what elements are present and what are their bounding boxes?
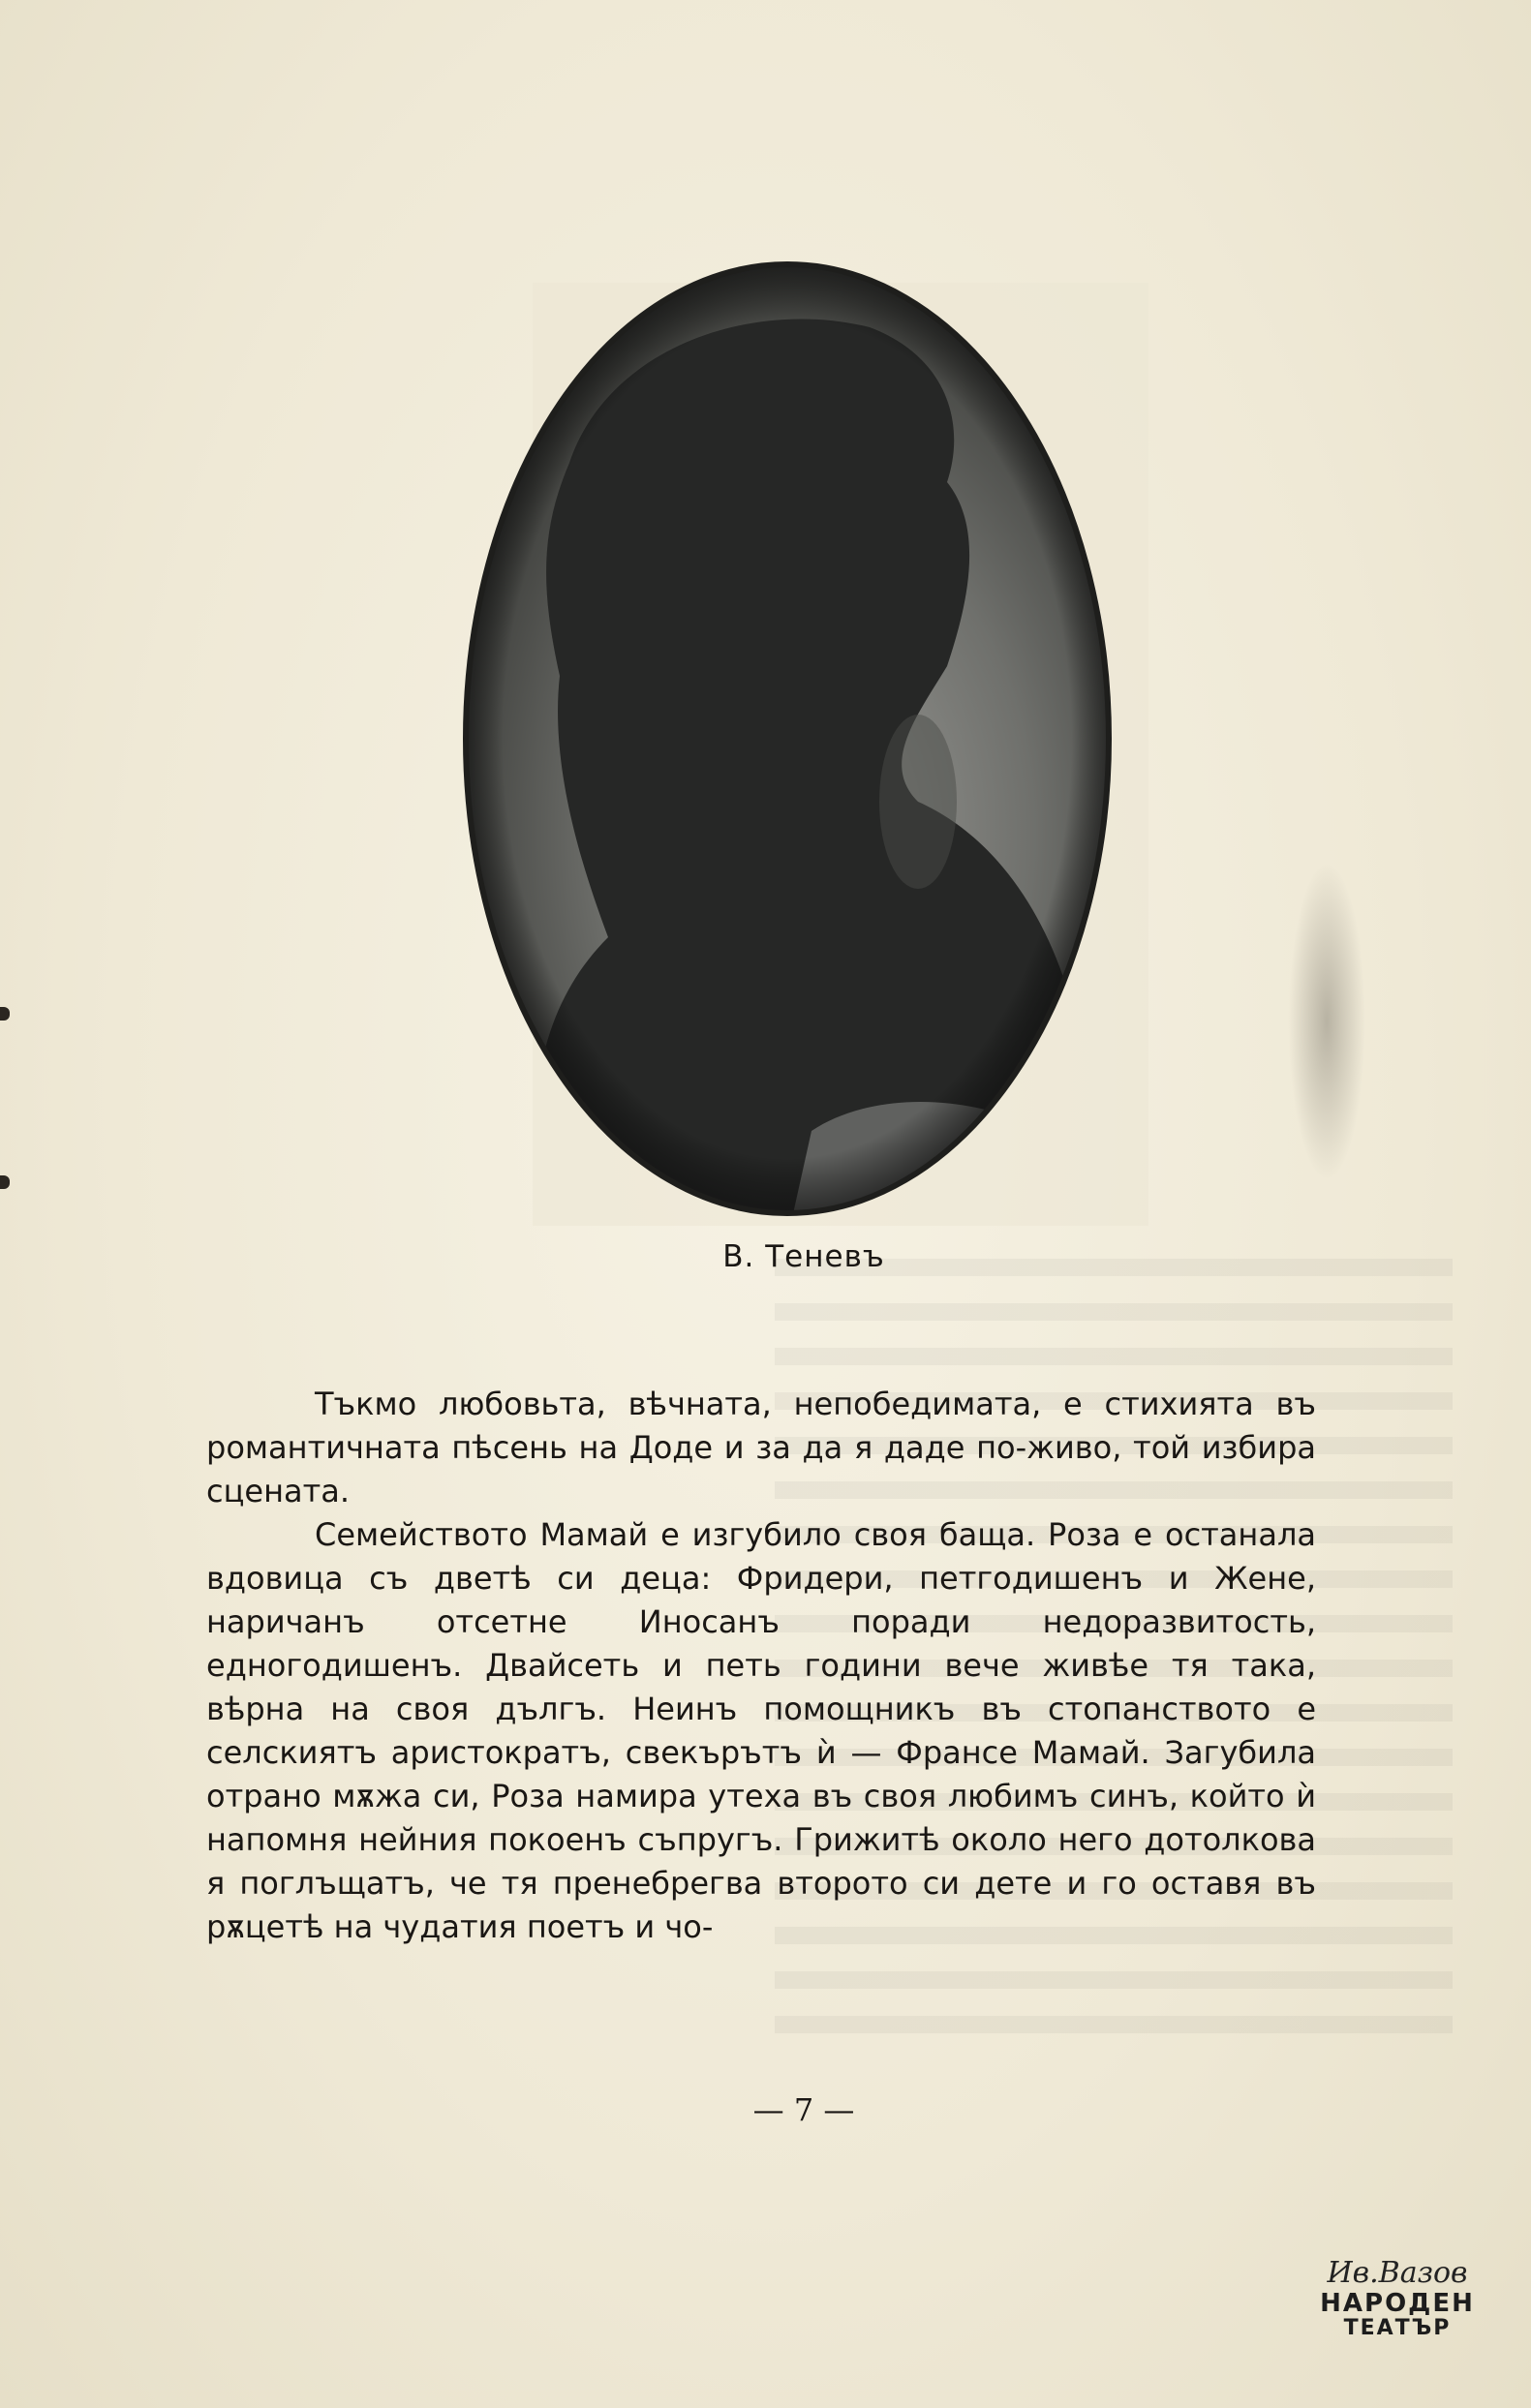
logo-text-line2: ТЕАТЪР bbox=[1343, 2316, 1452, 2340]
photo-caption: В. Теневъ bbox=[722, 1239, 885, 1274]
paragraph: Тъкмо любовьта, вѣчната, непобедимата, е стихията въ романтичната пѣсень на Доде и за да я даде по-живо, той избира сцената. bbox=[206, 1386, 1316, 1509]
paragraph: Семейството Мамай е изгубило своя баща. Роза е останала вдовица съ двeтѣ си деца: Фридери, петгодишенъ и Жене, наричанъ отсетне Иносанъ поради недоразвитость, едногодишенъ. Двайсеть и петь години вече живѣе тя така, вѣрна на своя дългъ. Неинъ помощникъ въ стопанството е селскиятъ аристократъ, свекърътъ ѝ — Франсе Мамай. Загубила отрано мѫжа си, Роза намира утеха въ своя любимъ синъ, който ѝ напомня нейния покоенъ съпругъ. Грижитѣ около него дотолкова я поглъщатъ, че тя пренебрегва второто си дете и го оставя въ рѫцетѣ на чудатия поетъ и чо- bbox=[206, 1516, 1316, 1945]
binding-mark bbox=[0, 1007, 10, 1021]
logo-text-line1: НАРОДЕН bbox=[1320, 2289, 1475, 2318]
page-number: — 7 — bbox=[752, 2091, 855, 2128]
ink-smudge bbox=[1288, 862, 1365, 1181]
portrait-photo bbox=[463, 259, 1112, 1218]
logo-signature: Ив.Вазов bbox=[1327, 2256, 1468, 2290]
theatre-logo bbox=[1315, 2256, 1480, 2362]
binding-mark bbox=[0, 1175, 10, 1189]
body-text bbox=[206, 1383, 1316, 1949]
